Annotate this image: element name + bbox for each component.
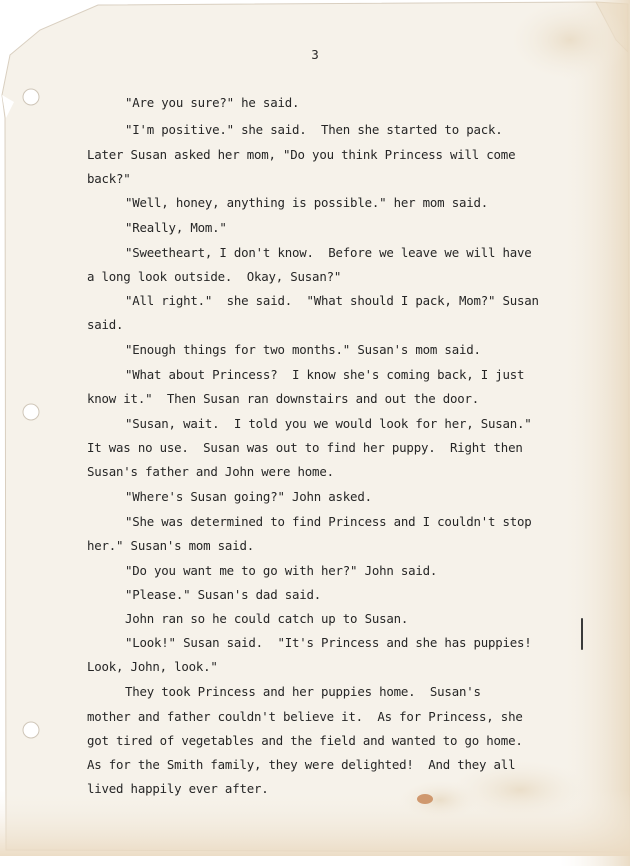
text-line: got tired of vegetables and the field and wanted to go home. [87,733,523,748]
text-line: "Well, honey, anything is possible." her mom said. [125,195,488,210]
text-line: "Where's Susan going?" John asked. [125,489,372,504]
text-line: her." Susan's mom said. [87,538,254,553]
text-line: "Sweetheart, I don't know. Before we leave we will have [125,245,532,260]
text-line: said. [87,317,124,332]
text-line: "Enough things for two months." Susan's mom said. [125,342,481,357]
margin-mark [581,618,583,650]
text-line: "What about Princess? I know she's coming back, I just [125,367,525,382]
punch-hole-bottom [23,722,39,738]
text-line: It was no use. Susan was out to find her puppy. Right then [87,440,523,455]
text-line: "Are you sure?" he said. [125,95,300,110]
text-line: lived happily ever after. [87,781,269,796]
text-line: Susan's father and John were home. [87,464,334,479]
text-line: Later Susan asked her mom, "Do you think Princess will come [87,147,516,162]
text-line: "Do you want me to go with her?" John said. [125,563,438,578]
text-line: "She was determined to find Princess and I couldn't stop [125,514,532,529]
text-line: Look, John, look." [87,659,218,674]
text-line: John ran so he could catch up to Susan. [125,611,409,626]
punch-hole-middle [23,404,39,420]
text-line: "I'm positive." she said. Then she started to pack. [125,122,503,137]
text-line: "Really, Mom." [125,220,227,235]
page-number: 3 [311,47,319,62]
text-line: a long look outside. Okay, Susan?" [87,269,342,284]
text-line: "Susan, wait. I told you we would look for her, Susan." [125,416,532,431]
text-line: mother and father couldn't believe it. As for Princess, she [87,709,523,724]
text-line: "Please." Susan's dad said. [125,587,322,602]
text-line: know it." Then Susan ran downstairs and out the door. [87,391,480,406]
text-line: "Look!" Susan said. "It's Princess and she has puppies! [125,635,532,650]
punch-hole-top [23,89,39,105]
text-line: back?" [87,171,131,186]
text-line: They took Princess and her puppies home. Susan's [125,684,481,699]
text-line: "All right." she said. "What should I pack, Mom?" Susan [125,293,539,308]
text-line: As for the Smith family, they were delighted! And they all [87,757,516,772]
